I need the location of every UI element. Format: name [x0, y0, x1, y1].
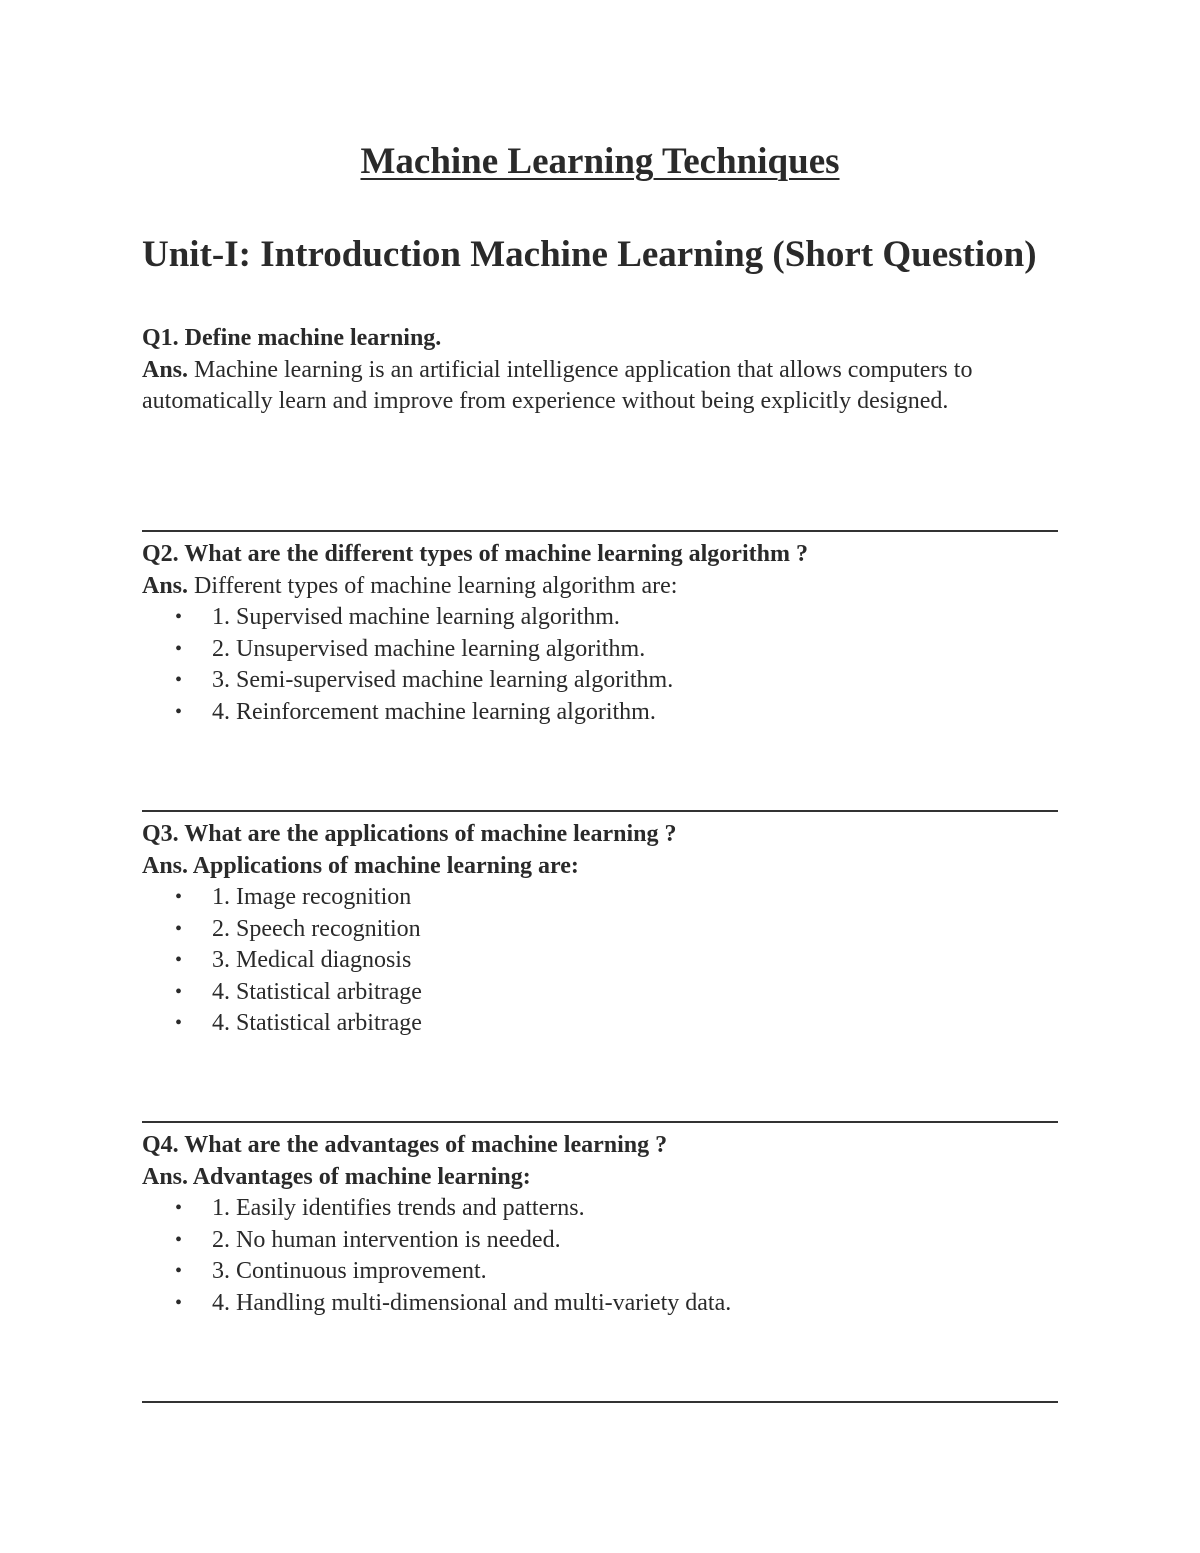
unit-heading: Unit-I: Introduction Machine Learning (Short Question) — [142, 234, 1037, 275]
list-item-text: 2. No human intervention is needed. — [212, 1226, 561, 1253]
bullet-icon: • — [175, 606, 183, 628]
list-item — [142, 602, 1058, 634]
section-divider — [142, 1401, 1058, 1403]
section-divider — [142, 810, 1058, 812]
question-block-4 — [142, 1130, 1058, 1319]
answer-label: Ans. — [142, 572, 189, 599]
list-item — [142, 634, 1058, 666]
list-item-text: 4. Reinforcement machine learning algorithm. — [212, 698, 656, 725]
bullet-icon: • — [175, 700, 183, 723]
list-item-text: 3. Continuous improvement. — [212, 1258, 487, 1284]
answer-list — [142, 882, 1058, 1040]
bullet-icon: • — [175, 1260, 183, 1282]
list-item-text: 1. Easily identifies trends and patterns. — [212, 1195, 585, 1221]
answer-body: Different types of machine learning algorithm are: — [188, 572, 678, 599]
list-item — [142, 914, 1058, 946]
list-item — [142, 1008, 1058, 1040]
question-block-1 — [142, 323, 1058, 418]
list-item — [142, 977, 1058, 1009]
bullet-icon: • — [175, 886, 183, 908]
question-text: Q4. What are the advantages of machine learning ? — [142, 1132, 668, 1158]
question-text: Q2. What are the different types of machine learning algorithm ? — [142, 541, 808, 567]
answer-list — [142, 1193, 1058, 1319]
list-item — [142, 1256, 1058, 1288]
list-item-text: 2. Unsupervised machine learning algorithm. — [212, 635, 646, 662]
list-item-text: 1. Image recognition — [212, 884, 412, 910]
answer-label: Ans. — [142, 356, 189, 383]
question-block-2 — [142, 539, 1058, 728]
list-item-text: 1. Supervised machine learning algorithm. — [212, 604, 620, 630]
answer-text — [142, 355, 1058, 418]
answer-text: Ans. Advantages of machine learning: — [142, 1163, 531, 1190]
list-item — [142, 1225, 1058, 1257]
question-text: Q1. Define machine learning. — [142, 325, 442, 351]
answer-text — [142, 571, 1058, 603]
bullet-icon: • — [175, 1228, 183, 1251]
list-item-text: 4. Handling multi-dimensional and multi-variety data. — [212, 1289, 732, 1316]
list-item-text: 4. Statistical arbitrage — [212, 978, 422, 1005]
list-item — [142, 882, 1058, 914]
bullet-icon: • — [175, 949, 183, 971]
list-item-text: 3. Medical diagnosis — [212, 947, 412, 973]
list-item — [142, 1288, 1058, 1320]
answer-list — [142, 602, 1058, 728]
list-item-text: 4. Statistical arbitrage — [212, 1010, 422, 1036]
list-item — [142, 945, 1058, 977]
answer-body: Machine learning is an artificial intelligence application that allows computers to automatically learn and improve from experience without being explicitly designed. — [142, 356, 973, 414]
bullet-icon: • — [175, 1197, 183, 1219]
bullet-icon: • — [175, 1291, 183, 1314]
document-title: Machine Learning Techniques — [360, 141, 840, 182]
question-text: Q3. What are the applications of machine learning ? — [142, 821, 677, 847]
list-item-text: 2. Speech recognition — [212, 915, 421, 942]
list-item — [142, 1193, 1058, 1225]
list-item — [142, 665, 1058, 697]
bullet-icon: • — [175, 637, 183, 660]
list-item — [142, 697, 1058, 729]
list-item-text: 3. Semi-supervised machine learning algorithm. — [212, 667, 674, 693]
question-block-3 — [142, 819, 1058, 1040]
bullet-icon: • — [175, 669, 183, 691]
bullet-icon: • — [175, 1012, 183, 1034]
bullet-icon: • — [175, 917, 183, 940]
bullet-icon: • — [175, 980, 183, 1003]
section-divider — [142, 1121, 1058, 1123]
answer-text: Ans. Applications of machine learning are: — [142, 852, 579, 879]
section-divider — [142, 530, 1058, 532]
